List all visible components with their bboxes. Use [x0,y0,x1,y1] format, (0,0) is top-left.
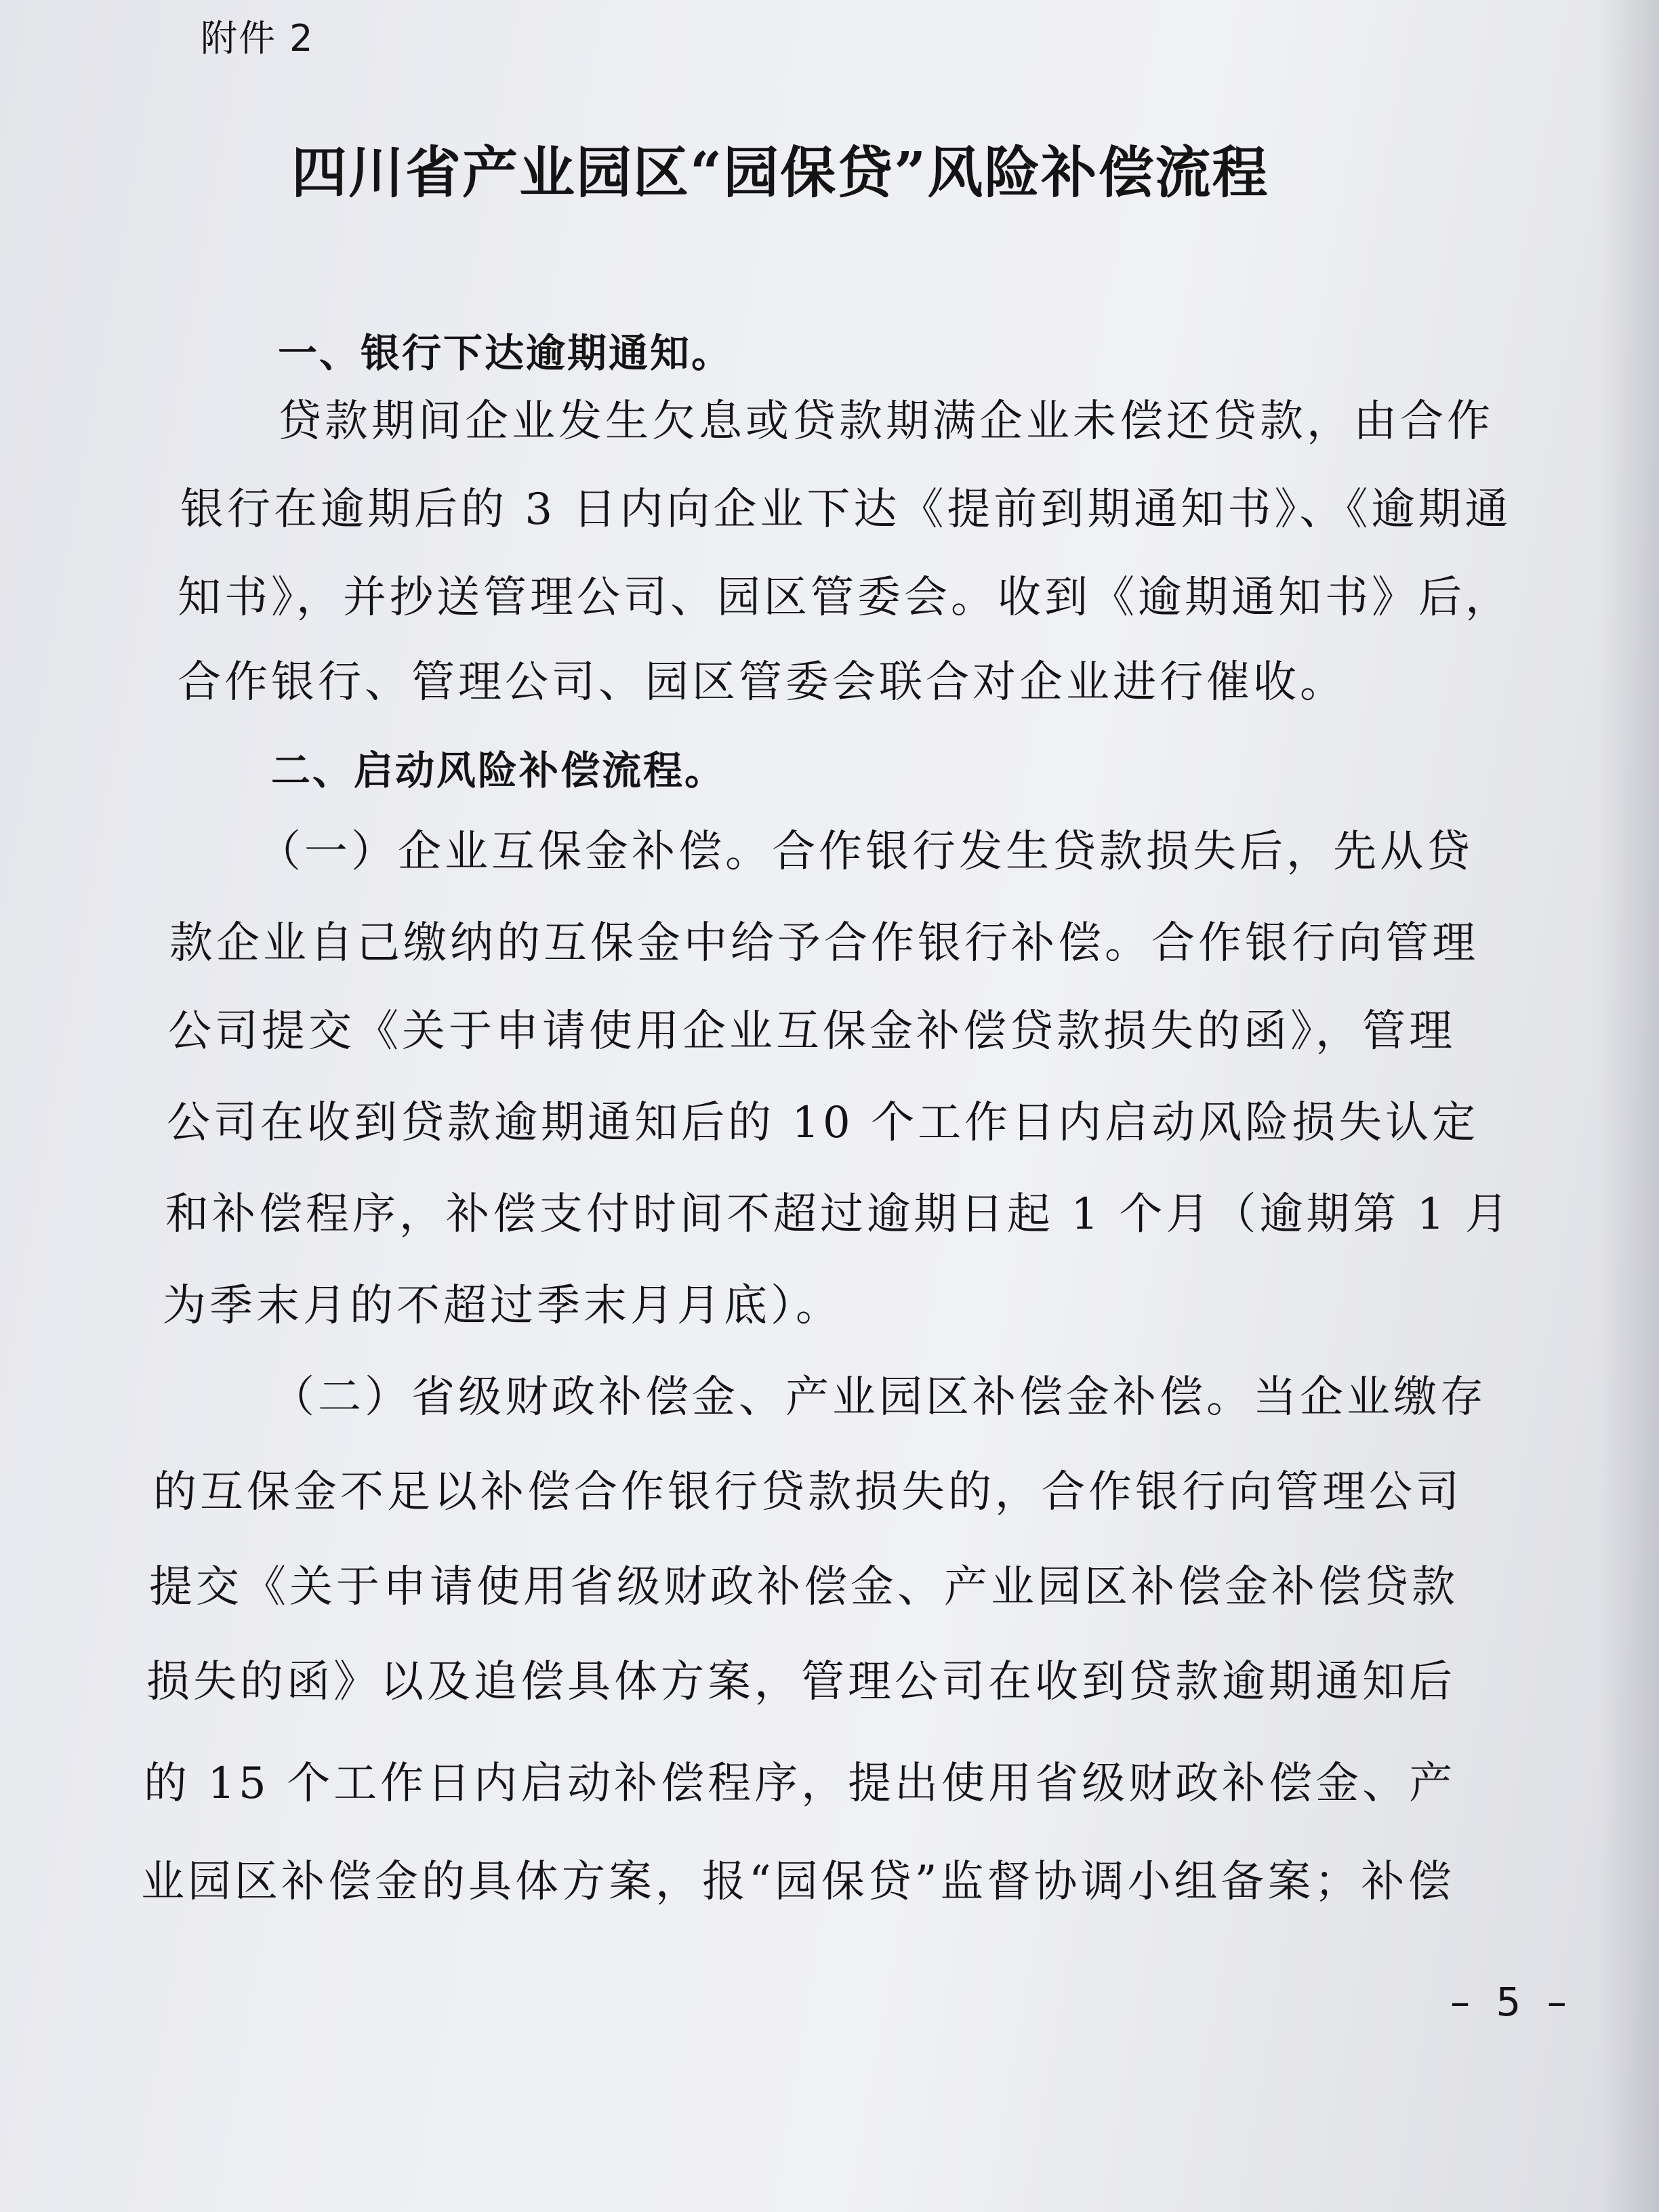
paragraph-line: 提交《关于申请使用省级财政补偿金、产业园区补偿金补偿贷款 [149,1562,1458,1612]
paragraph-line: 知书》，并抄送管理公司、园区管委会。收到《逾期通知书》后， [178,573,1512,623]
paragraph-line: （二）省级财政补偿金、产业园区补偿金补偿。当企业缴存 [271,1372,1487,1422]
document-title: 四川省产业园区“园保贷”风险补偿流程 [291,140,1269,205]
paragraph-line: 的 15 个工作日内启动补偿程序，提出使用省级财政补偿金、产 [144,1759,1456,1809]
page-number: – 5 – [1450,1979,1574,2025]
paragraph-line: 款企业自己缴纳的互保金中给予合作银行补偿。合作银行向管理 [169,918,1479,968]
paragraph-line: 损失的函》以及追偿具体方案，管理公司在收到贷款逾期通知后 [146,1657,1456,1707]
paragraph-line: 贷款期间企业发生欠息或贷款期满企业未偿还贷款，由合作 [278,396,1494,447]
attachment-label: 附件 2 [201,17,314,60]
paragraph-line: 银行在逾期后的 3 日内向企业下达《提前到期通知书》、《逾期通 [180,485,1512,535]
section-heading-2: 二、启动风险补偿流程。 [271,747,726,794]
paragraph-line: （一）企业互保金补偿。合作银行发生贷款损失后，先从贷 [258,827,1473,877]
paragraph-line: 业园区补偿金的具体方案，报“园保贷”监督协调小组备案；补偿 [141,1857,1455,1907]
paragraph-line: 的互保金不足以补偿合作银行贷款损失的，合作银行向管理公司 [153,1467,1462,1517]
section-heading-1: 一、银行下达逾期通知。 [278,330,733,376]
page-edge-shadow [1598,0,1659,2212]
paragraph-line: 为季末月的不超过季末月月底）。 [163,1281,842,1331]
paragraph-line: 和补偿程序，补偿支付时间不超过逾期日起 1 个月（逾期第 1 月 [165,1189,1512,1240]
paragraph-line: 公司在收到贷款逾期通知后的 10 个工作日内启动风险损失认定 [167,1098,1479,1148]
paragraph-line: 合作银行、管理公司、园区管委会联合对企业进行催收。 [178,657,1347,708]
paragraph-line: 公司提交《关于申请使用企业互保金补偿贷款损失的函》，管理 [168,1006,1456,1057]
